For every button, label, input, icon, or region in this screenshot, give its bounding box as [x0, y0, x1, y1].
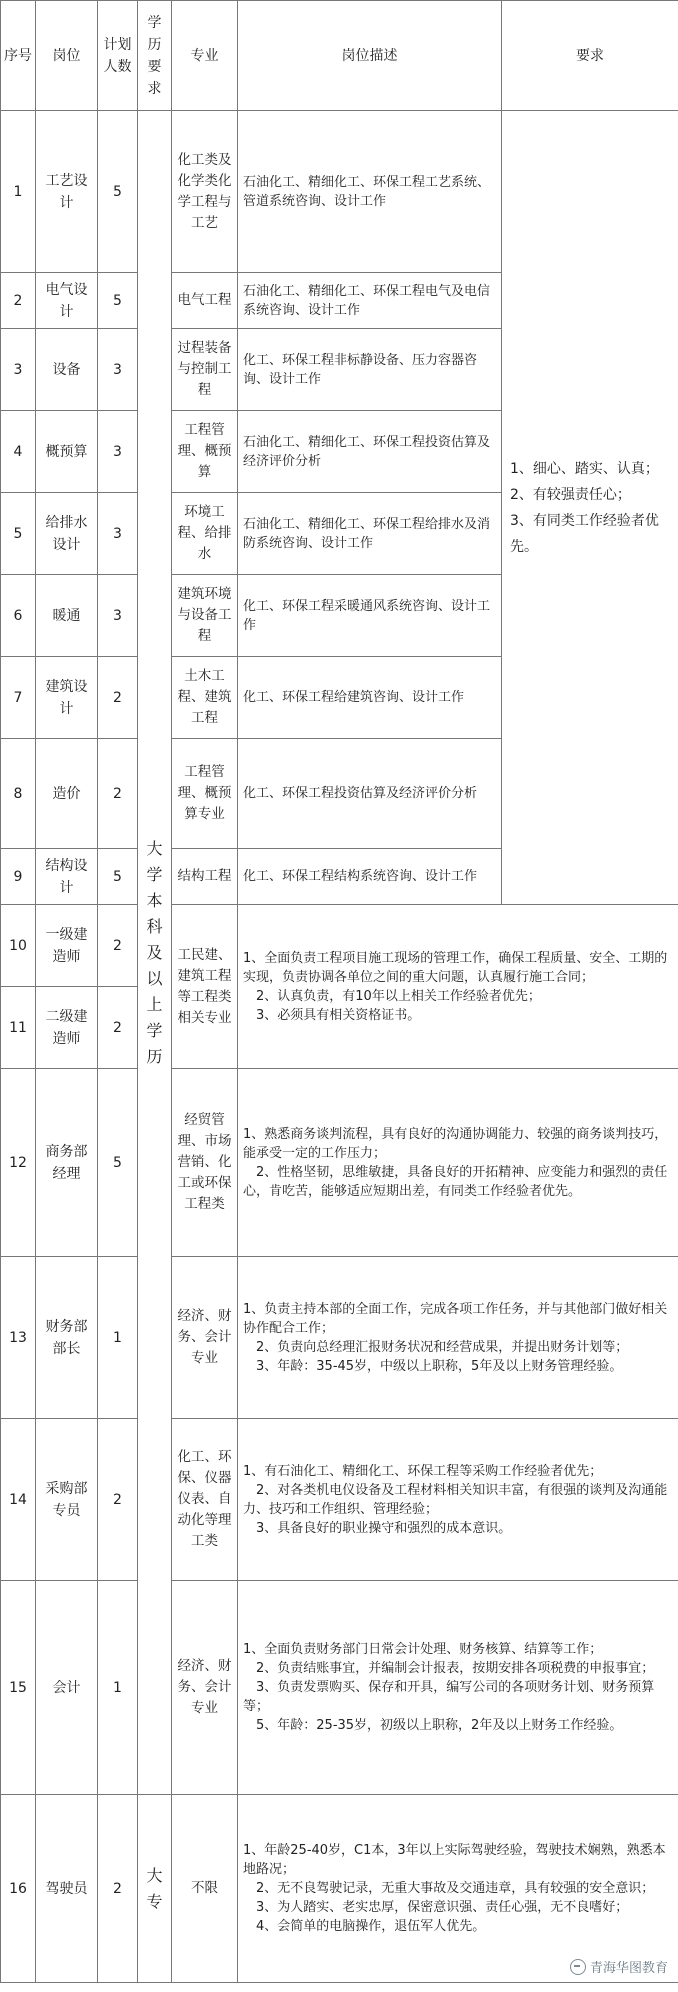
row-no: 9: [1, 849, 36, 905]
row-count: 2: [98, 905, 138, 987]
row-count: 2: [98, 739, 138, 849]
row-post: 一级建造师: [36, 905, 98, 987]
row-no: 7: [1, 657, 36, 739]
row-post: 概预算: [36, 411, 98, 493]
row-desc: 1、全面负责财务部门日常会计处理、财务核算、结算等工作； 2、负责结账事宜，并编制会计报表，按期安排各项税费的申报事宜； 3、负责发票购买、保存和开具，编写公司的各项财务计划、财务预算等； 5、年龄：25-35岁，初级以上职称，2年及以上财务工作经验。: [238, 1581, 678, 1795]
header-req: 要求: [502, 1, 678, 111]
header-count: 计划人数: [98, 1, 138, 111]
row-major: 经贸管理、市场营销、化工或环保工程类: [172, 1069, 238, 1257]
row-count: 3: [98, 493, 138, 575]
row-no: 13: [1, 1257, 36, 1419]
row-no: 15: [1, 1581, 36, 1795]
watermark-text: 青海华图教育: [589, 1961, 668, 1976]
row-post: 工艺设计: [36, 111, 98, 273]
builder-desc-cell: 1、全面负责工程项目施工现场的管理工作，确保工程质量、安全、工期的实现，负责协调各单位之间的重大问题，认真履行施工合同； 2、认真负责，有10年以上相关工作经验者优先； 3、必须具有相关资格证书。: [238, 905, 678, 1069]
row-count: 2: [98, 987, 138, 1069]
row-major: 不限: [172, 1795, 238, 1983]
header-edu: 学历要求: [138, 1, 172, 111]
row-major: 土木工程、建筑工程: [172, 657, 238, 739]
row-no: 4: [1, 411, 36, 493]
row-post: 建筑设计: [36, 657, 98, 739]
row-post: 驾驶员: [36, 1795, 98, 1983]
header-major: 专业: [172, 1, 238, 111]
row-desc: 石油化工、精细化工、环保工程电气及电信系统咨询、设计工作: [238, 273, 502, 329]
table-row: [1, 1069, 678, 1257]
row-count: 3: [98, 411, 138, 493]
row-count: 5: [98, 111, 138, 273]
row-no: 1: [1, 111, 36, 273]
header-post: 岗位: [36, 1, 98, 111]
row-post: 暖通: [36, 575, 98, 657]
row-desc: 1、负责主持本部的全面工作，完成各项工作任务，并与其他部门做好相关协作配合工作； 2、负责向总经理汇报财务状况和经营成果，并提出财务计划等； 3、年龄：35-45岁，中级以上职称，5年及以上财务管理经验。: [238, 1257, 678, 1419]
row-post: 结构设计: [36, 849, 98, 905]
row-major: 经济、财务、会计专业: [172, 1257, 238, 1419]
builder-major-cell: 工民建、建筑工程等工程类相关专业: [172, 905, 238, 1069]
table-row: [1, 1581, 678, 1795]
row-no: 14: [1, 1419, 36, 1581]
row-desc: 1、熟悉商务谈判流程，具有良好的沟通协调能力、较强的商务谈判技巧，能承受一定的工作压力； 2、性格坚韧，思维敏捷，具备良好的开拓精神、应变能力和强烈的责任心，肯吃苦，能够适应短期出差，有同类工作经验者优先。: [238, 1069, 678, 1257]
row-desc: 化工、环保工程给建筑咨询、设计工作: [238, 657, 502, 739]
row-desc: 化工、环保工程投资估算及经济评价分析: [238, 739, 502, 849]
row-count: 2: [98, 1419, 138, 1581]
row-desc: 1、年龄25-40岁，C1本，3年以上实际驾驶经验，驾驶技术娴熟，熟悉本地路况； 2、无不良驾驶记录，无重大事故及交通违章，具有较强的安全意识； 3、为人踏实、老实忠厚，保密意识强、责任心强，无不良嗜好； 4、会简单的电脑操作，退伍军人优先。: [238, 1795, 678, 1983]
watermark: [570, 1957, 668, 1976]
row-major: 结构工程: [172, 849, 238, 905]
row-post: 二级建造师: [36, 987, 98, 1069]
row-post: 造价: [36, 739, 98, 849]
row-major: 工程管理、概预算: [172, 411, 238, 493]
row-desc: 石油化工、精细化工、环保工程工艺系统、管道系统咨询、设计工作: [238, 111, 502, 273]
row-count: 5: [98, 273, 138, 329]
row-major: 环境工程、给排水: [172, 493, 238, 575]
row-major: 电气工程: [172, 273, 238, 329]
row-desc: 化工、环保工程结构系统咨询、设计工作: [238, 849, 502, 905]
row-major: 化工、环保、仪器仪表、自动化等理工类: [172, 1419, 238, 1581]
row-post: 商务部经理: [36, 1069, 98, 1257]
table-row: [1, 111, 678, 273]
row-no: 12: [1, 1069, 36, 1257]
header-desc: 岗位描述: [238, 1, 502, 111]
row-no: 3: [1, 329, 36, 411]
header-row: [1, 1, 678, 111]
row-count: 5: [98, 1069, 138, 1257]
row-post: 电气设计: [36, 273, 98, 329]
header-no: 序号: [1, 1, 36, 111]
table-row: [1, 1795, 678, 1983]
row-major: 化工类及化学类化学工程与工艺: [172, 111, 238, 273]
row-post: 会计: [36, 1581, 98, 1795]
row-major: 建筑环境与设备工程: [172, 575, 238, 657]
row-major: 过程装备与控制工程: [172, 329, 238, 411]
table-row: [1, 905, 678, 987]
row-major: 工程管理、概预算专业: [172, 739, 238, 849]
row-count: 5: [98, 849, 138, 905]
row-post: 采购部专员: [36, 1419, 98, 1581]
edu-bachelor-cell: 大学本科及以上学历: [138, 111, 172, 1795]
table-row: [1, 1257, 678, 1419]
row-desc: 石油化工、精细化工、环保工程给排水及消防系统咨询、设计工作: [238, 493, 502, 575]
wechat-official-account-icon: [570, 1959, 586, 1975]
row-desc: 化工、环保工程采暖通风系统咨询、设计工作: [238, 575, 502, 657]
row-edu: 大专: [138, 1795, 172, 1983]
table-row: [1, 1419, 678, 1581]
row-no: 5: [1, 493, 36, 575]
row-no: 8: [1, 739, 36, 849]
row-post: 设备: [36, 329, 98, 411]
row-no: 6: [1, 575, 36, 657]
row-desc: 化工、环保工程非标静设备、压力容器咨询、设计工作: [238, 329, 502, 411]
row-count: 1: [98, 1257, 138, 1419]
row-count: 1: [98, 1581, 138, 1795]
row-count: 2: [98, 657, 138, 739]
row-count: 2: [98, 1795, 138, 1983]
row-major: 经济、财务、会计专业: [172, 1581, 238, 1795]
row-no: 10: [1, 905, 36, 987]
row-no: 16: [1, 1795, 36, 1983]
row-desc: 石油化工、精细化工、环保工程投资估算及经济评价分析: [238, 411, 502, 493]
row-post: 给排水设计: [36, 493, 98, 575]
row-no: 2: [1, 273, 36, 329]
design-requirements-cell: 1、细心、踏实、认真； 2、有较强责任心； 3、有同类工作经验者优先。: [502, 111, 678, 905]
row-count: 3: [98, 575, 138, 657]
row-no: 11: [1, 987, 36, 1069]
row-post: 财务部部长: [36, 1257, 98, 1419]
row-count: 3: [98, 329, 138, 411]
row-desc: 1、有石油化工、精细化工、环保工程等采购工作经验者优先； 2、对各类机电仪设备及工程材料相关知识丰富，有很强的谈判及沟通能力、技巧和工作组织、管理经验； 3、具备良好的职业操守和强烈的成本意识。: [238, 1419, 678, 1581]
